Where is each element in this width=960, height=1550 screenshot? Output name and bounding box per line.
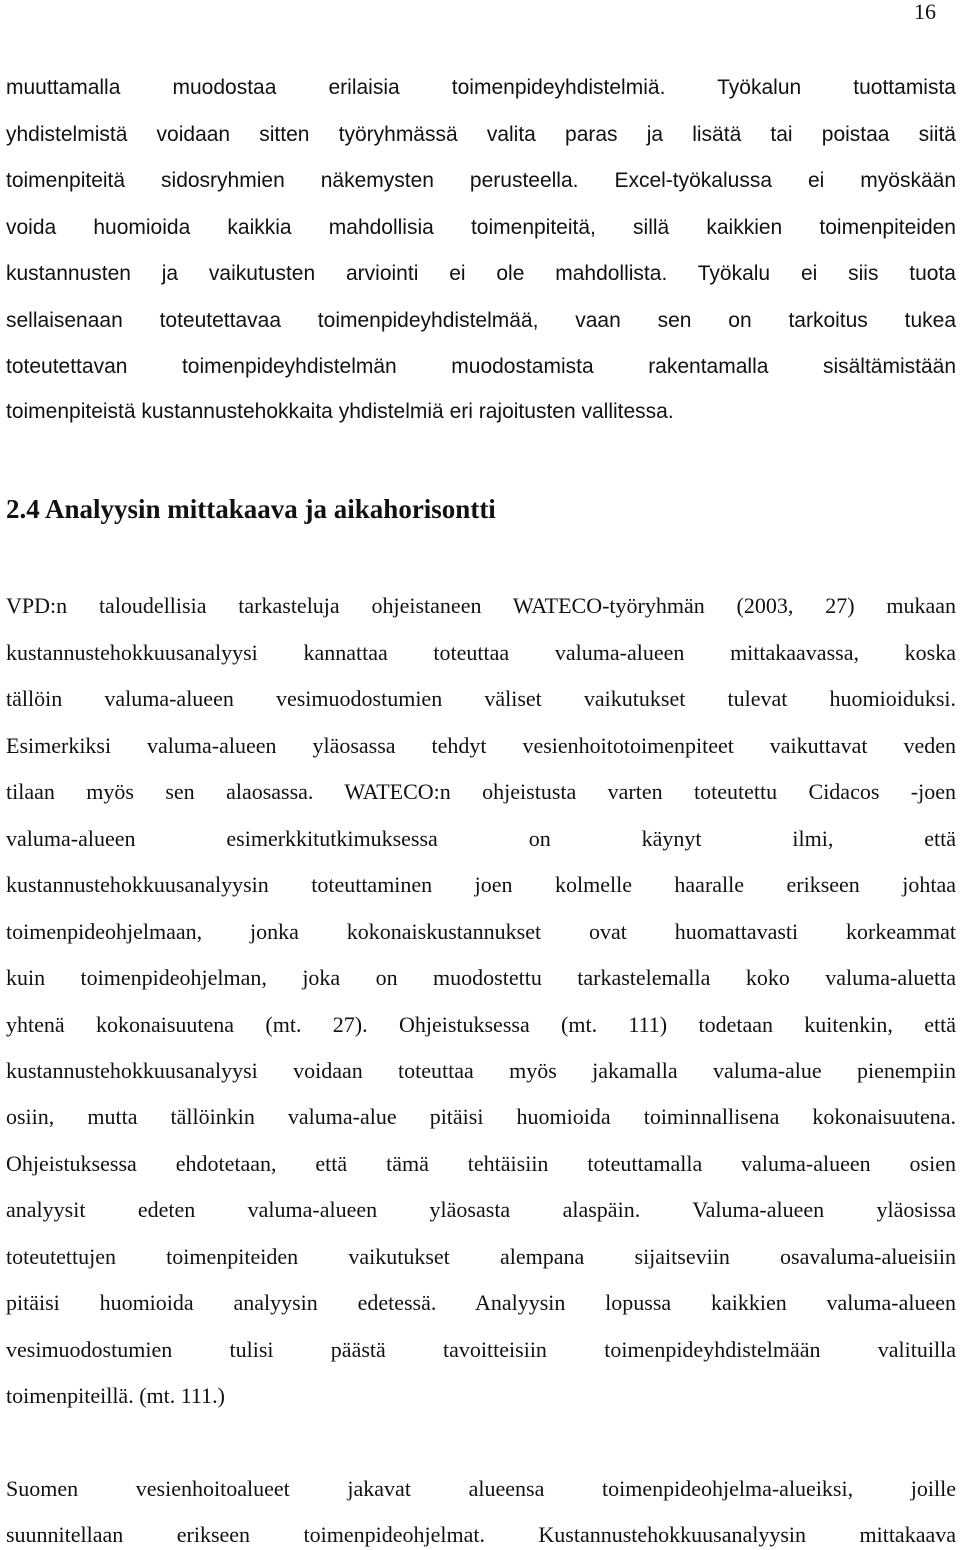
text-line: toteutettujen toimenpiteiden vaikutukset alempana sijaitseviin osavaluma-alueisiin <box>6 1244 956 1269</box>
text-line: toimenpiteillä. (mt. 111.) <box>6 1383 225 1408</box>
text-line: osiin, mutta tällöinkin valuma-alue pitäisi huomioida toiminnallisena kokonaisuutena. <box>6 1104 956 1129</box>
text-line: sellaisenaan toteutettavaa toimenpideyhdistelmää, vaan sen on tarkoitus tukea <box>6 309 956 332</box>
text-line: kuin toimenpideohjelman, joka on muodostettu tarkastelemalla koko valuma-aluetta <box>6 965 956 990</box>
text-line: toteutettavan toimenpideyhdistelmän muodostamista rakentamalla sisältämistään <box>6 355 956 378</box>
section-heading: 2.4 Analyysin mittakaava ja aikahorisontti <box>6 494 496 524</box>
text-line: kustannusten ja vaikutusten arviointi ei ole mahdollista. Työkalu ei siis tuota <box>6 262 956 285</box>
text-line: voida huomioida kaikkia mahdollisia toimenpiteitä, sillä kaikkien toimenpiteiden <box>6 216 956 239</box>
text-line: tilaan myös sen alaosassa. WATECO:n ohjeistusta varten toteutettu Cidacos -joen <box>6 779 956 804</box>
text-line: vesimuodostumien tulisi päästä tavoitteisiin toimenpideyhdistelmään valituilla <box>6 1337 956 1362</box>
text-line: kustannustehokkuusanalyysi voidaan toteuttaa myös jakamalla valuma-alue pienempiin <box>6 1058 956 1083</box>
text-line: analyysit edeten valuma-alueen yläosasta alaspäin. Valuma-alueen yläosissa <box>6 1197 956 1222</box>
text-line: kustannustehokkuusanalyysi kannattaa toteuttaa valuma-alueen mittakaavassa, koska <box>6 640 956 665</box>
text-line: toimenpiteitä sidosryhmien näkemysten perusteella. Excel-työkalussa ei myöskään <box>6 169 956 192</box>
text-line: toimenpiteistä kustannustehokkaita yhdistelmiä eri rajoitusten vallitessa. <box>6 400 674 423</box>
text-line: VPD:n taloudellisia tarkasteluja ohjeistaneen WATECO-työryhmän (2003, 27) mukaan <box>6 593 956 618</box>
text-line: Esimerkiksi valuma-alueen yläosassa tehdyt vesienhoitotoimenpiteet vaikuttavat veden <box>6 733 956 758</box>
text-line: suunnitellaan erikseen toimenpideohjelmat. Kustannustehokkuusanalyysin mittakaava <box>6 1522 956 1547</box>
text-line: Ohjeistuksessa ehdotetaan, että tämä tehtäisiin toteuttamalla valuma-alueen osien <box>6 1151 956 1176</box>
page-number: 16 <box>914 0 936 24</box>
text-line: yhdistelmistä voidaan sitten työryhmässä valita paras ja lisätä tai poistaa siitä <box>6 123 956 146</box>
text-line: pitäisi huomioida analyysin edetessä. Analyysin lopussa kaikkien valuma-alueen <box>6 1290 956 1315</box>
text-line: kustannustehokkuusanalyysin toteuttaminen joen kolmelle haaralle erikseen johtaa <box>6 872 956 897</box>
text-line: toimenpideohjelmaan, jonka kokonaiskustannukset ovat huomattavasti korkeammat <box>6 919 956 944</box>
text-line: yhtenä kokonaisuutena (mt. 27). Ohjeistuksessa (mt. 111) todetaan kuitenkin, että <box>6 1012 956 1037</box>
text-line: valuma-alueen esimerkkitutkimuksessa on käynyt ilmi, että <box>6 826 956 851</box>
text-line: Suomen vesienhoitoalueet jakavat alueensa toimenpideohjelma-alueiksi, joille <box>6 1476 956 1501</box>
text-line: muuttamalla muodostaa erilaisia toimenpideyhdistelmiä. Työkalun tuottamista <box>6 76 956 99</box>
text-line: tällöin valuma-alueen vesimuodostumien väliset vaikutukset tulevat huomioiduksi. <box>6 686 956 711</box>
